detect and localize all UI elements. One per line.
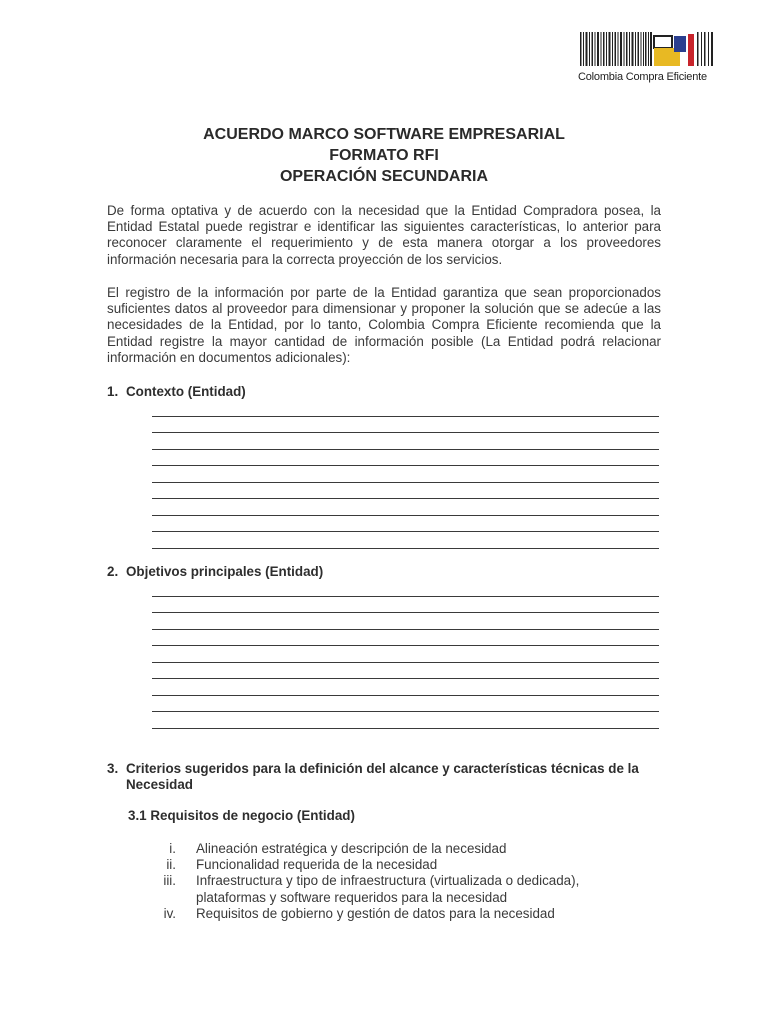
list-item-number: iv. [163,905,176,921]
section-label-continued: Necesidad [126,777,193,792]
barcode-logo-icon [578,30,718,68]
list-item [150,857,630,873]
list-item-number: ii. [166,857,176,873]
answer-line[interactable] [152,663,659,680]
section-1-heading [107,384,667,401]
list-item-text: Funcionalidad requerida de la necesidad [196,857,438,873]
answer-line[interactable] [152,433,659,450]
list-item-text: Requisitos de gobierno y gestión de datos para la necesidad [196,905,555,921]
title-line-3: OPERACIÓN SECUNDARIA [279,168,488,185]
section-2-heading [107,564,667,581]
section-1-answer-lines[interactable] [152,400,659,549]
answer-line[interactable] [152,712,659,729]
document-title [0,124,768,187]
answer-line[interactable] [152,679,659,696]
section-label: Objetivos principales (Entidad) [126,564,324,579]
list-item-text: Alineación estratégica y descripción de la necesidad [196,841,507,856]
section-3-heading [107,761,667,795]
list-item-text: Infraestructura y tipo de infraestructura (virtualizada o dedicada), [196,873,580,889]
answer-line[interactable] [152,646,659,663]
answer-line[interactable] [152,417,659,434]
section-number: 2. [107,564,119,579]
answer-line[interactable] [152,466,659,483]
section-label: Criterios sugeridos para la definición del alcance y características técnicas de la [126,761,639,776]
list-item [150,873,630,905]
title-line-1: ACUERDO MARCO SOFTWARE EMPRESARIAL [203,126,565,143]
intro-paragraph-1: De forma optativa y de acuerdo con la necesidad que la Entidad Compradora posea, la Entidad Estatal puede registrar e identificar las siguientes características, lo anterior para reconocer claramente el requerimiento y de esta manera otorgar a los proveedores información necesaria para la correcta proyección de los servicios. [107,203,661,267]
section-2-answer-lines[interactable] [152,580,659,729]
logo-text: Colombia Compra Eficiente [578,71,707,83]
list-item-number: i. [169,841,176,856]
section-number: 1. [107,384,119,399]
answer-line[interactable] [152,483,659,500]
title-line-2: FORMATO RFI [329,147,439,164]
list-item-text-continued: plataformas y software requeridos para la necesidad [196,889,508,905]
answer-line[interactable] [152,450,659,467]
requirements-list [150,841,630,922]
logo [578,30,718,88]
answer-line[interactable] [152,613,659,630]
answer-line[interactable] [152,516,659,533]
list-item [150,906,630,922]
section-label: Contexto (Entidad) [126,384,246,399]
section-number: 3. [107,761,119,776]
answer-line[interactable] [152,400,659,417]
intro-paragraph-2: El registro de la información por parte de la Entidad garantiza que sean proporcionados suficientes datos al proveedor para dimensionar y proponer la solución que se adecúe a las necesidades de la Entidad, por lo tanto, Colombia Compra Eficiente recomienda que la Entidad registre la mayor cantidad de información posible (La Entidad podrá relacionar información en documentos adicionales): [107,285,661,365]
answer-line[interactable] [152,532,659,549]
answer-line[interactable] [152,580,659,597]
list-item-number: iii. [163,873,176,889]
answer-line[interactable] [152,630,659,647]
list-item [150,841,630,857]
answer-line[interactable] [152,597,659,614]
answer-line[interactable] [152,499,659,516]
answer-line[interactable] [152,696,659,713]
subsection-heading: 3.1 Requisitos de negocio (Entidad) [128,808,355,823]
